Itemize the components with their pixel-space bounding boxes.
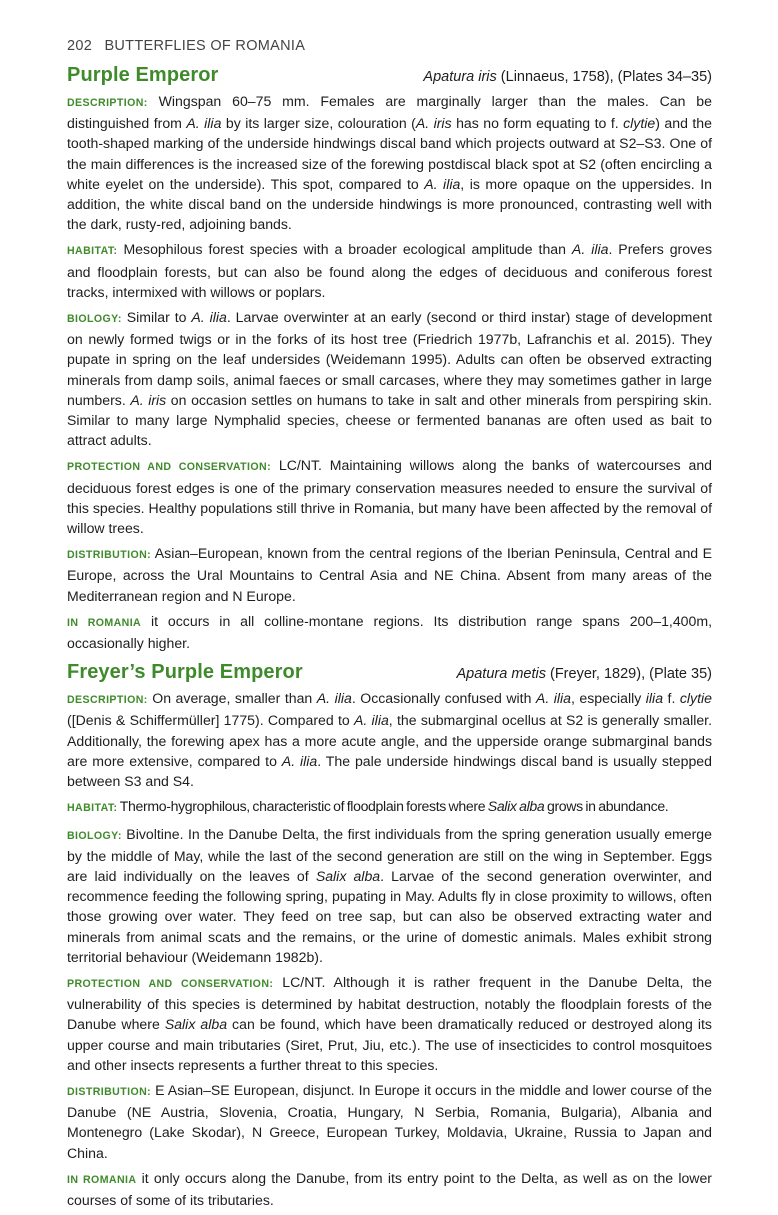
section-label: BIOLOGY: — [67, 829, 122, 842]
body-text: can be found, which have been dramatically reduced or destroyed along its upper course and main tributaries (Siret, Prut, Jiu, etc.). The use of insecticides to control mosquitoes and other insects represents a further threat to this species. — [67, 1016, 712, 1073]
section-paragraph — [67, 543, 712, 606]
italic-text: A. ilia — [424, 175, 461, 192]
section-label: HABITAT: — [67, 802, 118, 815]
section-label: HABITAT: — [67, 245, 118, 258]
italic-text: clytie — [679, 690, 712, 707]
section-label: IN ROMANIA — [67, 1173, 137, 1186]
body-text: by its larger size, colouration ( — [221, 115, 416, 132]
body-text: . Occasionally confused with — [351, 690, 536, 707]
body-text: it occurs in all colline-montane regions. Its distribution range spans 200–1,400m, occasionally higher. — [67, 612, 712, 652]
species-heading — [67, 661, 712, 684]
italic-text: Salix alba — [315, 867, 381, 884]
section-label: DISTRIBUTION: — [67, 549, 152, 562]
section-label: DISTRIBUTION: — [67, 1085, 152, 1098]
italic-text: clytie — [623, 115, 656, 132]
section-paragraph — [67, 611, 712, 653]
italic-text: A. ilia — [191, 309, 227, 326]
species-heading — [67, 64, 712, 87]
body-text: LC/NT. Although it is rather frequent in the Danube Delta, the vulnerability of this species is determined by habitat destruction, notably the floodplain forests of the Danube where — [67, 973, 712, 1033]
species-accounts — [67, 64, 712, 1210]
running-head — [67, 38, 712, 54]
body-text: . Larvae overwinter at an early (second or third instar) stage of development on newly formed twigs or in the forks of its host tree (Friedrich 1977b, Lafranchis et al. 2015). They pupate in spring on the leaf undersides (Weidemann 1995). Adults can often be observed extracting minerals from damp soils, animal faeces or small carcases, where they may sometimes gather in large numbers. — [67, 309, 712, 408]
body-text: ([Denis & Schiffermüller] 1775). Compared to — [67, 712, 354, 729]
section-paragraph — [67, 307, 712, 450]
scientific-binomial: Apatura metis — [456, 666, 546, 683]
body-text: on occasion settles on humans to take in salt and other minerals from perspiring skin. Similar to many large Nymphalid species, cheese or fermented bananas are often used as bait to attract adults. — [67, 391, 712, 449]
section-paragraph — [67, 824, 712, 967]
body-text: . Prefers groves and floodplain forests, but can also be found along the edges of deciduous and coniferous forest tracks, intermixed with willows or poplars. — [67, 241, 712, 300]
section-label: PROTECTION AND CONSERVATION: — [67, 977, 274, 990]
italic-text: Salix alba — [487, 798, 545, 815]
book-title: BUTTERFLIES OF ROMANIA — [104, 38, 306, 54]
species-account — [67, 64, 712, 653]
italic-text: A. ilia — [281, 752, 318, 769]
italic-text: A. iris — [130, 391, 167, 408]
section-paragraph — [67, 91, 712, 234]
italic-text: A. ilia — [316, 690, 352, 707]
section-paragraph — [67, 972, 712, 1075]
section-paragraph — [67, 796, 712, 818]
body-text: Mesophilous forest species with a broader ecological amplitude than — [123, 241, 572, 258]
section-label: PROTECTION AND CONSERVATION: — [67, 461, 272, 474]
body-text: , especially — [570, 690, 646, 707]
italic-text: ilia — [645, 690, 664, 707]
italic-text: A. iris — [415, 115, 452, 132]
body-text: . Larvae of the second generation overwinter, and recommence feeding the following spring, pupating in May. Adults fly in close proximity to willows, often those growing over water. They feed on tree sap, but can also be observed extracting water and minerals from animal scats and the remains, or the urine of domestic animals. Males exhibit strong territorial behaviour (Weidemann 1982b). — [67, 867, 712, 965]
body-text: . The pale underside hindwings discal band is usually stepped between S3 and S4. — [67, 752, 712, 790]
italic-text: A. ilia — [535, 690, 571, 707]
scientific-authority: (Linnaeus, 1758), (Plates 34–35) — [500, 69, 712, 85]
body-text: Similar to — [126, 309, 192, 326]
species-common-name: Freyer’s Purple Emperor — [67, 661, 303, 684]
body-text: Bivoltine. In the Danube Delta, the first individuals from the spring generation usually emerge by the middle of May, while the last of the second generation are still on the wing in September. Eggs are laid individually on the leaves of — [67, 825, 712, 884]
italic-text: A. ilia — [186, 115, 222, 132]
body-text: Thermo-hygrophilous, characteristic of floodplain forests where — [119, 798, 488, 815]
species-scientific-name — [457, 666, 713, 682]
body-text: f. — [663, 690, 680, 707]
body-text: Wingspan 60–75 mm. Females are marginally larger than the males. Can be distinguished from — [67, 93, 712, 132]
italic-text: A. ilia — [571, 241, 609, 258]
section-label: BIOLOGY: — [67, 313, 122, 326]
italic-text: A. ilia — [353, 712, 389, 729]
species-common-name: Purple Emperor — [67, 64, 219, 86]
section-label: IN ROMANIA — [67, 616, 142, 629]
section-paragraph — [67, 239, 712, 302]
body-text: it only occurs along the Danube, from its entry point to the Delta, as well as on the lower courses of some of its tributaries. — [67, 1169, 712, 1208]
page-number: 202 — [67, 38, 93, 54]
section-paragraph — [67, 1168, 712, 1210]
body-text: Asian–European, known from the central regions of the Iberian Peninsula, Central and E Europe, across the Ural Mountains to Central Asia and NE China. Absent from many areas of the Mediterranean region and N Europe. — [67, 545, 712, 604]
body-text: has no form equating to f. — [451, 115, 624, 132]
body-text: ) and the tooth-shaped marking of the underside hindwings discal band which projects outward at S2–S3. One of the main differences is the increased size of the forewing postdiscal black spot at S2 (often encircling a white eyelet on the underside). This spot, compared to — [67, 115, 712, 192]
scientific-binomial: Apatura iris — [423, 69, 497, 85]
body-text: E Asian–SE European, disjunct. In Europe it occurs in the middle and lower course of the Danube (NE Austria, Slovenia, Croatia, Hungary, N Serbia, Romania, Bulgaria), Albania and Montenegro (Lake Skodar), N Greece, European Turkey, Moldavia, Ukraine, Russia to Japan and China. — [67, 1081, 712, 1161]
italic-text: Salix alba — [164, 1016, 228, 1033]
section-label: DESCRIPTION: — [67, 97, 148, 109]
species-account — [67, 661, 712, 1210]
section-paragraph — [67, 1080, 712, 1163]
body-text: LC/NT. Maintaining willows along the banks of watercourses and deciduous forest edges is one of the primary conservation measures needed to ensure the survival of this species. Healthy populations still thrive in Romania, but many have been affected by the removal of willow trees. — [67, 457, 712, 537]
body-text: grows in abundance. — [544, 798, 669, 815]
section-paragraph — [67, 688, 712, 791]
document-page — [67, 38, 712, 1215]
section-paragraph — [67, 455, 712, 538]
section-label: DESCRIPTION: — [67, 694, 148, 707]
body-text: On average, smaller than — [152, 690, 317, 707]
body-text: , the submarginal ocellus at S2 is generally smaller. Additionally, the forewing apex has a more acute angle, and the upperside orange submarginal bands are more extensive, compared to — [67, 712, 712, 769]
species-scientific-name — [423, 69, 712, 85]
body-text: , is more opaque on the uppersides. In addition, the white discal band on the underside hindwings is more pronounced, contrasting well with the dark, rusty-red, adjoining bands. — [67, 175, 712, 233]
scientific-authority: (Freyer, 1829), (Plate 35) — [550, 666, 712, 683]
